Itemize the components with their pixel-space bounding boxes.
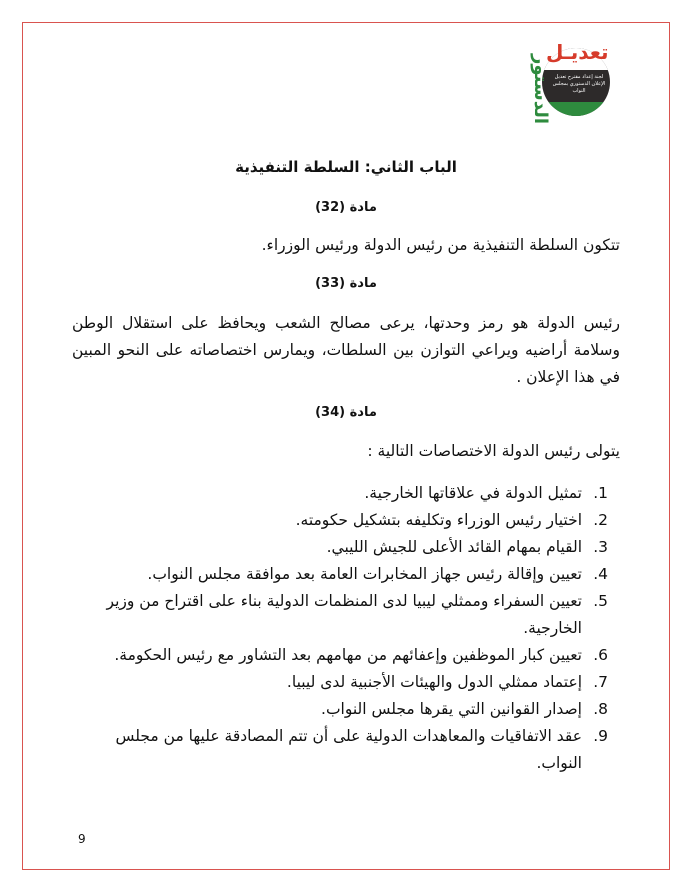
chapter-title: الباب الثاني: السلطة التنفيذية [235, 158, 457, 176]
logo-word: تعديـل [546, 40, 609, 64]
logo-side-word: الدستور [530, 54, 551, 125]
list-item: 3. القيام بمهام القائد الأعلى للجيش الليبي. [326, 538, 608, 556]
logo [530, 40, 620, 125]
article-32-label: مادة (32) [315, 200, 377, 215]
article-34-intro: يتولى رئيس الدولة الاختصاصات التالية : [367, 442, 620, 460]
list-item: 9. عقد الاتفاقيات والمعاهدات الدولية على أن تتم المصادقة عليها من مجلس النواب. [115, 727, 608, 772]
article-32-text: تتكون السلطة التنفيذية من رئيس الدولة ورئيس الوزراء. [261, 236, 620, 254]
page-number: 9 [78, 832, 86, 846]
list-item: 2. اختيار رئيس الوزراء وتكليفه بتشكيل حكومته. [295, 511, 608, 529]
logo-tagline: لجنة إعداد مقترح تعديل الإعلان الدستوري بمجلس النواب [552, 74, 606, 94]
list-item: 6. تعيين كبار الموظفين وإعفائهم من مهامهم بعد التشاور مع رئيس الحكومة. [114, 646, 608, 664]
list-item: 8. إصدار القوانين التي يقرها مجلس النواب. [321, 700, 608, 718]
article-34-list [80, 480, 608, 777]
list-item: 1. تمثيل الدولة في علاقاتها الخارجية. [364, 484, 608, 502]
list-item: 4. تعيين وإقالة رئيس جهاز المخابرات العامة بعد موافقة مجلس النواب. [147, 565, 608, 583]
article-34-label: مادة (34) [315, 405, 377, 420]
list-item: 7. إعتماد ممثلي الدول والهيئات الأجنبية لدى ليبيا. [286, 673, 608, 691]
article-33-label: مادة (33) [315, 276, 377, 291]
article-33-text: رئيس الدولة هو رمز وحدتها، يرعى مصالح الشعب ويحافظ على استقلال الوطن وسلامة أراضيه ويراعي التوازن بين السلطات، ويمارس اختصاصاته على النحو المبين في هذا الإعلان . [72, 314, 620, 386]
list-item: 5. تعيين السفراء وممثلي ليبيا لدى المنظمات الدولية بناء على اقتراح من وزير الخارجية. [106, 592, 608, 637]
